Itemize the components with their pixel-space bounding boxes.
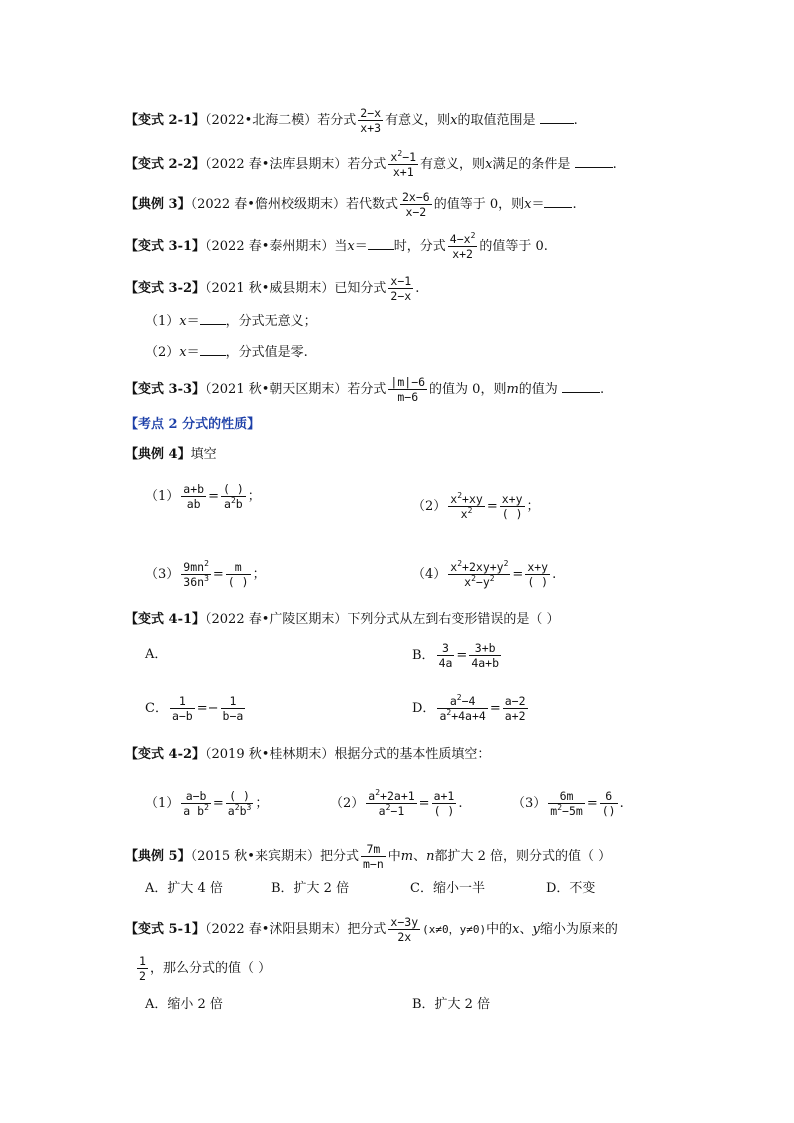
fraction bbox=[525, 560, 550, 589]
numerator bbox=[181, 560, 211, 575]
option-d[interactable]: D．不变 bbox=[546, 881, 596, 896]
numerator: a+1 bbox=[433, 789, 455, 803]
question-source: （2015 秋•来宾期末） bbox=[190, 849, 320, 864]
numerator: x−1 bbox=[390, 274, 412, 288]
variable: x bbox=[179, 345, 187, 360]
den-base: a bbox=[378, 804, 386, 818]
question-source: （2021 秋•朝天区期末） bbox=[205, 382, 348, 397]
punct: ； bbox=[252, 567, 266, 582]
numerator bbox=[448, 492, 485, 507]
den-rest: b bbox=[239, 804, 247, 818]
question-source: （2019 秋•桂林期末） bbox=[205, 747, 335, 762]
exponent: 2 bbox=[457, 491, 463, 501]
v42-item-3: （3） $\frac{6m}{m^2-5m}$ = $\frac{6}{()}$ . bbox=[512, 789, 624, 818]
den-base: a bbox=[227, 804, 235, 818]
num-rest: −4 bbox=[461, 694, 476, 708]
fraction bbox=[437, 694, 487, 723]
denominator bbox=[366, 804, 416, 818]
stem-text: 下列分式从左到右变形错误的是（ ） bbox=[347, 612, 560, 627]
fraction bbox=[548, 789, 585, 818]
denominator bbox=[448, 575, 510, 589]
option-c[interactable]: C．缩小一半 bbox=[410, 881, 485, 896]
denominator: m−6 bbox=[397, 390, 419, 404]
fraction bbox=[170, 694, 195, 723]
punct: . bbox=[552, 567, 557, 582]
stem-text: ，分式无意义； bbox=[225, 314, 317, 329]
num-base: a bbox=[449, 694, 457, 708]
question-tag: 【变式 4-2】 bbox=[125, 747, 206, 762]
d4-item-1: （1） $\frac{a+b}{ab}$ = $\frac{( )}{a^2b}$ ； bbox=[145, 482, 261, 511]
stem-text: 当 bbox=[334, 239, 348, 254]
denominator: 2−x bbox=[390, 289, 412, 303]
denominator: m−n bbox=[362, 857, 384, 871]
v42-item-1: （1） $\frac{a-b}{a b^2}$ = $\frac{( )}{a^2b^3}$ ； bbox=[145, 789, 269, 818]
exponent: 2 bbox=[470, 231, 476, 241]
equals: ＝ bbox=[354, 239, 368, 254]
punct: ； bbox=[247, 489, 261, 504]
question-tag: 【典例 4】 bbox=[125, 447, 191, 462]
option-c[interactable]: C． $\frac{1}{a-b}$ =− $\frac{1}{b-a}$ bbox=[145, 694, 244, 723]
denominator bbox=[221, 497, 246, 511]
question-tag: 【变式 4-1】 bbox=[125, 612, 206, 627]
option-label: A． bbox=[145, 647, 168, 662]
exponent: 2 bbox=[234, 803, 240, 813]
sub-label: （4） bbox=[412, 567, 447, 582]
denominator: ab bbox=[186, 497, 201, 511]
numerator: |m|−6 bbox=[390, 375, 426, 389]
den-rest: −y bbox=[475, 575, 490, 589]
num-base: x bbox=[390, 150, 398, 164]
numerator: 2−x bbox=[360, 106, 382, 120]
numerator: 2x−6 bbox=[401, 190, 430, 204]
question-tag: 【变式 2-2】 bbox=[125, 157, 206, 172]
stem-text: 的值为 bbox=[518, 382, 558, 397]
question-v3-3: 【变式 3-3】（2021 秋•朝天区期末）若分式 $\frac{|m|-6}{m-6}$ 的值为 0，则m的值为 . bbox=[125, 375, 605, 404]
stem-text: 的值等于 0，则 bbox=[433, 197, 525, 212]
fraction bbox=[448, 560, 510, 589]
question-source: （2022 春•泰州期末） bbox=[205, 239, 335, 254]
numerator: x+y bbox=[501, 492, 523, 506]
num-rest: −1 bbox=[402, 150, 417, 164]
question-source: （2022 春•沭阳县期末） bbox=[205, 922, 348, 937]
exponent: 2 bbox=[204, 559, 209, 569]
numerator: a−b bbox=[181, 789, 211, 804]
option-a[interactable]: A．扩大 4 倍 bbox=[145, 881, 223, 896]
numerator bbox=[388, 150, 418, 165]
answer-blank[interactable] bbox=[540, 111, 574, 124]
question-tag: 【变式 2-1】 bbox=[125, 113, 206, 128]
numerator bbox=[448, 560, 510, 575]
question-d5 bbox=[125, 842, 611, 871]
punct: . bbox=[458, 796, 463, 811]
option-a[interactable]: A．缩小 2 倍 bbox=[145, 997, 223, 1012]
denominator: x−2 bbox=[405, 205, 427, 219]
separator: 、 bbox=[413, 849, 427, 864]
num-rest: +2a+1 bbox=[380, 789, 415, 803]
punct: ； bbox=[255, 796, 269, 811]
numerator bbox=[448, 232, 478, 247]
question-source: （2022 春•广陵区期末） bbox=[205, 612, 348, 627]
option-a[interactable] bbox=[145, 646, 167, 664]
stem-text: . bbox=[415, 281, 420, 296]
fraction bbox=[137, 954, 148, 983]
num-base: x bbox=[450, 492, 458, 506]
numerator: a−2 bbox=[504, 694, 526, 708]
numerator: 1 bbox=[139, 954, 146, 968]
section-heading: 【考点 2 分式的性质】 bbox=[125, 417, 261, 432]
question-source: （2022 春•儋州校级期末） bbox=[190, 197, 346, 212]
num-base: 4−x bbox=[449, 232, 471, 246]
question-tag: 【典例 3】 bbox=[125, 197, 191, 212]
question-v3-2 bbox=[125, 274, 419, 303]
fraction bbox=[226, 560, 251, 589]
exponent: 3 bbox=[246, 803, 252, 813]
variable: x bbox=[512, 922, 520, 937]
fraction bbox=[469, 641, 501, 670]
numerator: 6 bbox=[600, 789, 618, 804]
d4-item-4: （4） $\frac{x^2+2xy+y^2}{x^2-y^2}$ = $\frac{x+y}{( )}$ . bbox=[412, 559, 557, 589]
stem-text: 有意义，则 bbox=[385, 113, 451, 128]
question-tag: 【变式 3-2】 bbox=[125, 281, 206, 296]
d4-item-2: （2） $\frac{x^2+xy}{x^2}$ = $\frac{x+y}{( )}$ ； bbox=[412, 491, 540, 521]
sub-question-2 bbox=[145, 343, 308, 362]
question-d4 bbox=[125, 446, 217, 464]
option-d[interactable]: D． $\frac{a^2-4}{a^2+4a+4}$ = $\frac{a-2}{a+2}$ bbox=[412, 693, 526, 723]
fraction bbox=[600, 789, 618, 818]
exponent: 2 bbox=[457, 559, 463, 569]
fraction bbox=[388, 274, 413, 303]
question-tag: 【变式 3-1】 bbox=[125, 239, 206, 254]
variable: x bbox=[485, 157, 493, 172]
den-base: m bbox=[550, 804, 558, 818]
v51-continuation bbox=[135, 954, 271, 983]
stem-text: 都扩大 2 倍，则分式的值（ ） bbox=[434, 849, 612, 864]
stem-text: 的值为 0，则 bbox=[429, 382, 507, 397]
exponent: 2 bbox=[456, 693, 462, 703]
den-base: 36n bbox=[183, 575, 205, 589]
denominator: 2 bbox=[139, 969, 146, 983]
den-rest: b bbox=[235, 497, 243, 511]
exponent: 2 bbox=[503, 559, 509, 569]
denominator: a+2 bbox=[504, 709, 526, 723]
denominator: b−a bbox=[222, 709, 244, 723]
question-v2-1: 【变式 2-1】（2022•北海二模）若分式 $\frac{2-x}{x+3}$ 有意义，则x的取值范围是 . bbox=[125, 106, 578, 135]
exponent: 2 bbox=[446, 708, 452, 718]
numerator: 3 bbox=[437, 641, 455, 656]
question-v3-1 bbox=[125, 232, 548, 261]
sub-label: （2） bbox=[412, 499, 447, 514]
den-base: a b bbox=[183, 804, 205, 818]
denominator: a−b bbox=[171, 709, 193, 723]
stem-text: 中 bbox=[387, 849, 401, 864]
den-base: a bbox=[439, 709, 447, 723]
stem-text: 有意义，则 bbox=[420, 157, 486, 172]
stem-text: 的取值范围是 bbox=[457, 113, 536, 128]
numerator: 7m bbox=[361, 842, 386, 857]
fraction bbox=[388, 375, 427, 404]
exponent: 2 bbox=[467, 506, 473, 516]
numerator: x+y bbox=[527, 560, 549, 574]
num-rest: +2xy+y bbox=[462, 560, 504, 574]
denominator: x+3 bbox=[360, 121, 382, 135]
question-v4-2 bbox=[125, 746, 490, 764]
numerator: 6m bbox=[548, 789, 585, 804]
variable: x bbox=[347, 239, 355, 254]
stem-text: 若分式 bbox=[347, 382, 387, 397]
fraction bbox=[388, 915, 420, 944]
sub-label: （2） bbox=[330, 796, 365, 811]
denominator bbox=[226, 804, 254, 818]
fraction bbox=[500, 492, 525, 521]
numerator: 3+b bbox=[469, 641, 501, 656]
denominator: 4a bbox=[438, 656, 453, 670]
fraction bbox=[181, 482, 206, 511]
numerator: 1 bbox=[170, 694, 195, 709]
numerator[interactable]: ( ) bbox=[222, 482, 244, 496]
question-source: （2021 秋•威县期末） bbox=[205, 281, 335, 296]
stem-text: ＝ bbox=[531, 197, 545, 212]
equals: ＝ bbox=[186, 345, 200, 360]
numerator bbox=[437, 694, 487, 709]
question-d3: 【典例 3】（2022 春•儋州校级期末）若代数式 $\frac{2x-6}{x-2}$ 的值等于 0，则x＝ . bbox=[125, 190, 577, 219]
variable: m bbox=[400, 849, 414, 864]
exponent: 2 bbox=[230, 496, 236, 506]
question-tag: 【变式 5-1】 bbox=[125, 922, 206, 937]
v42-item-2: （2） $\frac{a^2+2a+1}{a^2-1}$ = $\frac{a+1}{( )}$ . bbox=[330, 788, 463, 818]
stem-text: 缩小为原来的 bbox=[539, 922, 618, 937]
fraction bbox=[448, 492, 485, 521]
answer-blank[interactable] bbox=[544, 195, 572, 208]
denominator[interactable]: () bbox=[601, 804, 616, 818]
question-v4-1 bbox=[125, 611, 560, 629]
answer-blank[interactable] bbox=[200, 312, 226, 325]
numerator: 1 bbox=[221, 694, 246, 709]
exponent: 2 bbox=[557, 803, 563, 813]
denominator: 2x bbox=[397, 930, 412, 944]
variable: x bbox=[450, 113, 458, 128]
exponent: 2 bbox=[204, 803, 209, 813]
question-tag: 【变式 3-3】 bbox=[125, 382, 206, 397]
answer-blank[interactable] bbox=[575, 155, 613, 168]
stem-text: 满足的条件是 bbox=[492, 157, 571, 172]
denominator bbox=[181, 575, 211, 589]
stem-text: 已知分式 bbox=[334, 281, 387, 296]
answer-blank[interactable] bbox=[200, 343, 226, 356]
sub-label: （2） bbox=[145, 345, 180, 360]
denominator[interactable]: ( ) bbox=[227, 575, 249, 589]
option-label: B． bbox=[412, 648, 435, 663]
num-rest: +xy bbox=[462, 492, 483, 506]
denominator[interactable]: ( ) bbox=[501, 507, 523, 521]
denominator bbox=[181, 804, 211, 818]
fraction bbox=[181, 789, 211, 818]
option-b[interactable]: B． $\frac{3}{4a}$ = $\frac{3+b}{4a+b}$ bbox=[412, 641, 500, 670]
variable: n bbox=[426, 849, 435, 864]
stem-text: 若分式 bbox=[347, 157, 387, 172]
fraction bbox=[437, 641, 455, 670]
num-base: 9mn bbox=[183, 560, 205, 574]
stem-text: 时，分式 bbox=[393, 239, 446, 254]
sub-question-1 bbox=[145, 312, 317, 331]
denominator bbox=[448, 507, 485, 521]
denominator: 4a+b bbox=[471, 656, 500, 670]
condition: (x≠0，y≠0) bbox=[422, 923, 487, 936]
fraction bbox=[181, 560, 211, 589]
option-b[interactable]: B．扩大 2 倍 bbox=[412, 997, 491, 1012]
denominator: x+2 bbox=[452, 247, 473, 261]
punct: ； bbox=[526, 499, 540, 514]
stem-text: ，那么分式的值（ ） bbox=[149, 961, 272, 976]
fraction bbox=[432, 789, 457, 818]
sub-label: （3） bbox=[512, 796, 547, 811]
exponent: 2 bbox=[385, 803, 391, 813]
fraction bbox=[366, 789, 416, 818]
exponent: 3 bbox=[204, 574, 209, 584]
fraction bbox=[226, 789, 254, 818]
exponent: 2 bbox=[489, 574, 495, 584]
question-v5-1 bbox=[125, 915, 618, 944]
option-b[interactable]: B．扩大 2 倍 bbox=[271, 881, 350, 896]
denominator[interactable]: ( ) bbox=[433, 804, 455, 818]
variable: m bbox=[506, 382, 519, 397]
variable: x bbox=[524, 197, 532, 212]
stem-text: 若分式 bbox=[317, 113, 357, 128]
equals: ＝ bbox=[186, 314, 200, 329]
stem-text: 中的 bbox=[486, 922, 513, 937]
fraction bbox=[448, 232, 478, 261]
question-source: （2022•北海二模） bbox=[205, 113, 318, 128]
den-base: x bbox=[460, 507, 468, 521]
answer-blank[interactable] bbox=[562, 380, 600, 393]
num-base: x bbox=[450, 560, 458, 574]
question-tag: 【典例 5】 bbox=[125, 849, 191, 864]
num-base: a bbox=[368, 789, 376, 803]
question-v2-2: 【变式 2-2】（2022 春•法库县期末）若分式 $\frac{x^2-1}{x+1}$ 有意义，则x满足的条件是 . bbox=[125, 149, 617, 179]
numerator: m bbox=[226, 560, 251, 575]
fraction bbox=[503, 694, 528, 723]
denominator[interactable]: ( ) bbox=[527, 575, 549, 589]
variable: x bbox=[179, 314, 187, 329]
separator: 、 bbox=[519, 922, 533, 937]
sub-label: （1） bbox=[145, 314, 180, 329]
fraction bbox=[221, 694, 246, 723]
variable: y bbox=[532, 922, 540, 937]
exponent: 2 bbox=[471, 574, 476, 584]
stem-text: ，分式值是零. bbox=[225, 345, 308, 360]
numerator: x−3y bbox=[390, 915, 419, 929]
stem-text: 若代数式 bbox=[345, 197, 398, 212]
den-rest: −1 bbox=[390, 804, 405, 818]
stem-text: 填空 bbox=[190, 447, 217, 462]
question-source: （2022 春•法库县期末） bbox=[205, 157, 348, 172]
sub-label: （1） bbox=[145, 796, 180, 811]
stem-text: 把分式 bbox=[319, 849, 359, 864]
fraction bbox=[388, 150, 418, 179]
exponent: 2 bbox=[397, 149, 403, 159]
denominator bbox=[548, 804, 585, 818]
stem-text: 根据分式的基本性质填空： bbox=[334, 747, 491, 762]
den-rest: −5m bbox=[562, 804, 583, 818]
sub-label: （3） bbox=[145, 567, 180, 582]
fraction bbox=[361, 842, 386, 871]
stem-text: 的值等于 0. bbox=[479, 239, 548, 254]
fraction bbox=[358, 106, 383, 135]
fraction bbox=[221, 482, 246, 511]
exponent: 2 bbox=[375, 788, 381, 798]
denominator bbox=[437, 709, 487, 723]
den-base: a bbox=[224, 497, 231, 511]
den-base: x bbox=[464, 575, 472, 589]
punct: . bbox=[619, 796, 624, 811]
numerator: a+b bbox=[183, 482, 205, 496]
fraction bbox=[400, 190, 432, 219]
denominator: x+1 bbox=[392, 165, 414, 179]
sub-label: （1） bbox=[145, 489, 180, 504]
option-label: C． bbox=[145, 701, 168, 716]
numerator bbox=[366, 789, 416, 804]
den-rest: +4a+4 bbox=[451, 709, 486, 723]
stem-text: 把分式 bbox=[347, 922, 387, 937]
numerator[interactable]: ( ) bbox=[226, 789, 254, 804]
option-label: D． bbox=[412, 701, 436, 716]
d4-item-3: （3） $\frac{9mn^2}{36n^3}$ = $\frac{m}{( )}$ ； bbox=[145, 559, 266, 589]
answer-blank[interactable] bbox=[368, 237, 394, 250]
